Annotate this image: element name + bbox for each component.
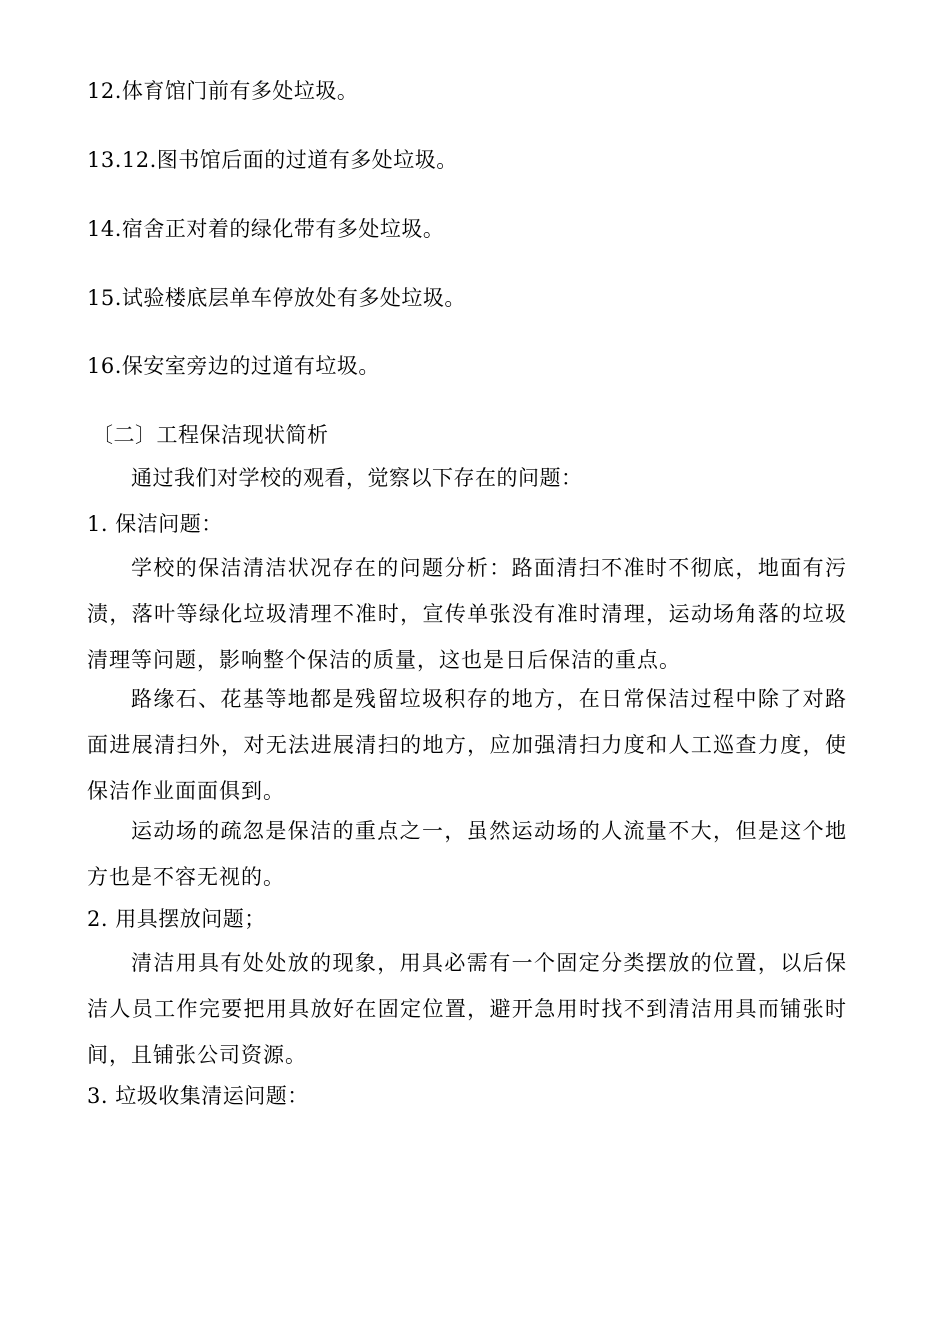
list-item-15: 15.试验楼底层单车停放处有多处垃圾。	[87, 286, 466, 310]
list-item-16: 16.保安室旁边的过道有垃圾。	[87, 354, 380, 378]
problem1-paragraph-3: 运动场的疏忽是保洁的重点之一，虽然运动场的人流量不大，但是这个地方也是不容无视的。	[87, 819, 847, 889]
problem1-heading: 1. 保洁问题：	[87, 512, 223, 536]
problem3-heading: 3. 垃圾收集清运问题：	[87, 1084, 309, 1108]
list-item-12: 12.体育馆门前有多处垃圾。	[87, 79, 359, 103]
problem2-paragraph: 清洁用具有处处放的现象，用具必需有一个固定分类摆放的位置，以后保洁人员工作完要把用具放好在固定位置，避开急用时找不到清洁用具而铺张时间，且铺张公司资源。	[87, 951, 847, 1067]
list-item-14: 14.宿舍正对着的绿化带有多处垃圾。	[87, 217, 445, 241]
list-item-13: 13.12.图书馆后面的过道有多处垃圾。	[87, 148, 458, 172]
intro-text: 通过我们对学校的观看，觉察以下存在的问题：	[131, 466, 583, 490]
problem2-heading: 2. 用具摆放问题；	[87, 907, 266, 931]
problem1-paragraph-2: 路缘石、花基等地都是残留垃圾积存的地方，在日常保洁过程中除了对路面进展清扫外，对无法进展清扫的地方，应加强清扫力度和人工巡查力度，使保洁作业面面俱到。	[87, 687, 847, 803]
problem1-paragraph-1: 学校的保洁清洁状况存在的问题分析：路面清扫不准时不彻底，地面有污渍，落叶等绿化垃圾清理不准时，宣传单张没有准时清理，运动场角落的垃圾清理等问题，影响整个保洁的质量，这也是日后保洁的重点。	[87, 556, 847, 672]
section-heading: 〔二〕工程保洁现状简析	[92, 423, 329, 447]
